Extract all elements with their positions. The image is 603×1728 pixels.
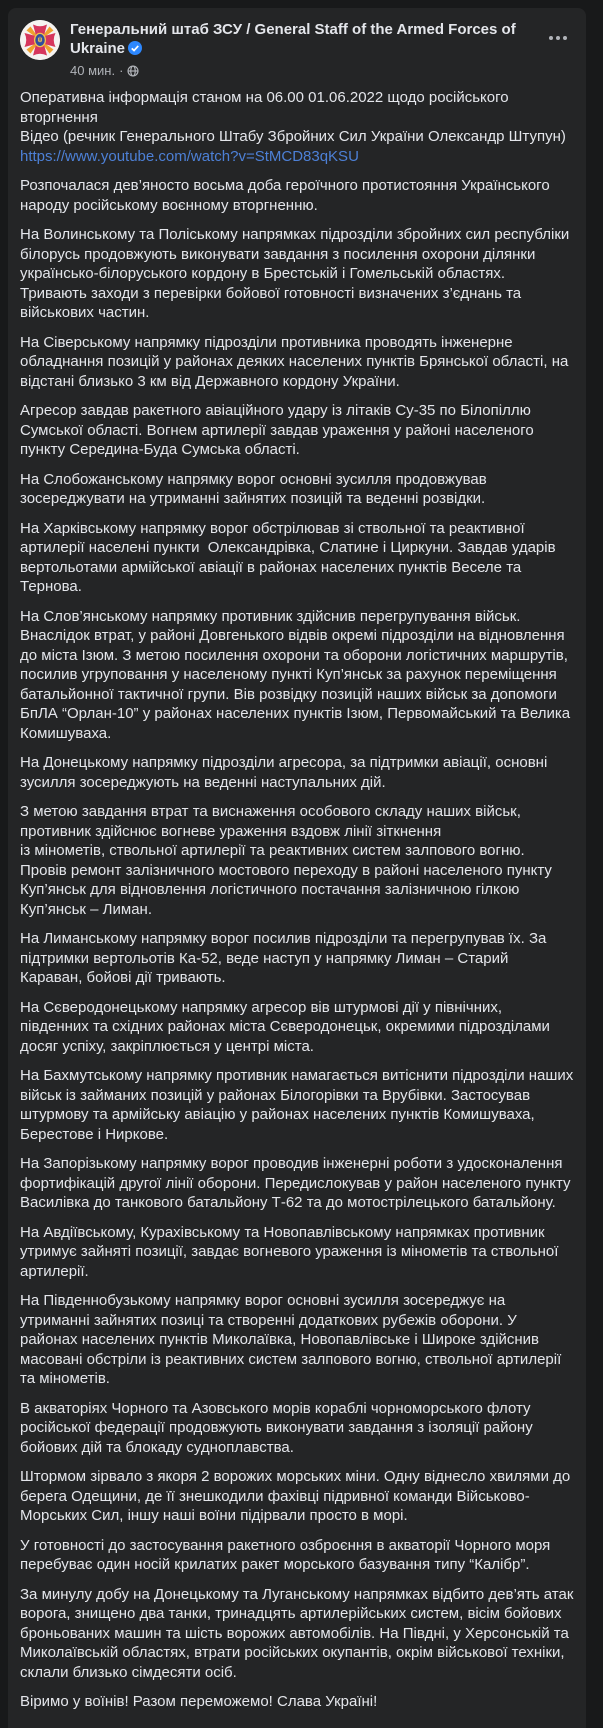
post-paragraph: На Авдіївському, Курахівському та Новопавлівському напрямках противник утримує зайняті позиції, завдає вогневого ураження із мінометів та ствольної артилерії. — [20, 1223, 563, 1280]
post-paragraph: На Донецькому напрямку підрозділи агресора, за підтримки авіації, основні зусилля зосереджують на веденні наступальних дій. — [20, 754, 552, 791]
post-paragraph: На Харківському напрямку ворог обстрілював зі ствольної та реактивної артилерії населені пункти Олександрівка, Слатине і Циркуни. Завдав ударів вертольотами армійської авіації в районах населених пунктів Веселе та Тернова. — [20, 519, 560, 595]
post-content — [20, 88, 578, 1712]
post-paragraph: Агресор завдав ракетного авіаційного удару із літаків Су-35 по Білопіллю Сумської області. Вогнем артилерії завдав ураження у районі населеного пункту Середина-Буда Сумська області. — [20, 402, 538, 458]
more-options-button[interactable] — [542, 22, 574, 54]
general-staff-emblem-icon — [20, 47, 60, 60]
post-paragraph: На Лиманському напрямку ворог посилив підрозділи та перегрупував їх. За підтримки вертольотів Ка-52, веде наступ у напрямку Лиман – Старий Караван, бойові дії тривають. — [20, 930, 551, 986]
post-paragraph: На Слобожанському напрямку ворог основні зусилля продовжував зосереджувати на утриманні зайнятих позицій та веденні розвідки. — [20, 470, 491, 507]
post-paragraph: Штормом зірвало з якоря 2 ворожих морських міни. Одну віднесло хвилями до берега Одещини, де її знешкодили фахівці підривної команди Військово-Морських Сил, іншу наші воїни підірвали просто в морі. — [20, 1468, 575, 1524]
globe-icon — [127, 65, 139, 77]
post-paragraph: За минулу добу на Донецькому та Луганському напрямках відбито дев’ять атак ворога, знищено два танки, тринадцять артилерійських систем, вісім бойових броньованих машин та шість ворожих автомобілів. На Півдні, у Херсонській та Миколаївській областях, втрати російських окупантів, окрім військової техніки, склали близько сімдесяти осіб. — [20, 1585, 578, 1681]
post-paragraph: На Волинському та Поліському напрямках підрозділи збройних сил республіки білорусь продовжують виконувати завдання з посилення охорони ділянки українсько-білоруського кордону в Брестській і Гомельській областях. Тривають заходи з перевірки бойової готовності визначених з’єднань та військових частин. — [20, 226, 574, 321]
post-paragraphs — [20, 176, 578, 1712]
page-name[interactable] — [70, 20, 540, 60]
post-intro — [20, 88, 574, 166]
post-paragraph: На Запорізькому напрямку ворог проводив інженерні роботи з удосконалення фортифікацій другої лінії оборони. Передислокував у район населеного пункту Василівка до танкового батальйону Т-62 та до мотострілецького батальйону. — [20, 1155, 575, 1211]
post-paragraph: На Сіверському напрямку підрозділи противника проводять інженерне обладнання позицій у районах деяких населених пунктів Брянської області, на відстані близько 3 км від Державного кордону України. — [20, 333, 573, 390]
post-paragraph: В акваторіях Чорного та Азовського морів кораблі чорноморського флоту російської федерації продовжують виконувати завдання з ізоляції району бойових дій та блокаду судноплавства. — [20, 1399, 537, 1456]
verified-badge-icon — [128, 41, 142, 60]
youtube-link[interactable]: https://www.youtube.com/watch?v=StMCD83qKSU — [20, 147, 359, 165]
post-intro-text: Оперативна інформація станом на 06.00 01.06.2022 щодо російського вторгнення Відео (речник Генерального Штабу Збройних Сил України Олександр Штупун) — [20, 89, 566, 145]
post-meta — [70, 63, 542, 78]
post-paragraph: На Бахмутському напрямку противник намагається витіснити підрозділи наших військ із займаних позицій у районах Білогорівки та Врубівки. Застосував штурмову та армійську авіацію у районах населених пунктів Комишуваха, Берестове і Ниркове. — [20, 1067, 578, 1143]
timestamp[interactable]: 40 мин. — [70, 63, 116, 78]
post-paragraph: З метою завдання втрат та виснаження особового складу наших військ, противник здійснює вогневе ураження вздовж лінії зіткнення із мінометів, ствольної артилерії та реактивних систем залпового вогню. Провів ремонт залізничного мостового переходу в районі населеного пункту Куп’янськ для відновлення логістичного постачання залізничною гілкою Куп’янськ – Лиман. — [20, 803, 552, 918]
post-paragraph: На Сєверодонецькому напрямку агресор вів штурмові дії у північних, південних та східних районах міста Сєверодонецьк, окремими підрозділами досяг успіху, закріплюється у центрі міста. — [20, 998, 555, 1055]
meta-separator: · — [119, 63, 124, 78]
post-paragraph: Віримо у воїнів! Разом переможемо! Слава Україні! — [20, 1693, 378, 1710]
post-paragraph: Розпочалася дев’яносто восьма доба героїчного протистояння Українського народу російському воєнному вторгненню. — [20, 177, 554, 214]
header-text — [70, 20, 542, 78]
post-header — [20, 20, 574, 78]
post-paragraph: У готовності до застосування ракетного озброєння в акваторії Чорного моря перебуває один носій крилатих ракет морського базування типу “Калібр”. — [20, 1536, 555, 1573]
post-card — [8, 8, 586, 1728]
post-paragraph: На Південнобузькому напрямку ворог основні зусилля зосереджує на утриманні зайнятих позиці та створенні додаткових рубежів оборони. У районах населених пунктів Миколаївка, Новопавлівське і Широке здійснив масовані обстріли із реактивних систем залпового вогню, ствольної артилерії та мінометів. — [20, 1292, 566, 1387]
avatar[interactable] — [20, 20, 60, 60]
post-paragraph: На Слов’янському напрямку противник здійснив перегрупування військ. Внаслідок втрат, у районі Довгенького відвів окремі підрозділи на відновлення до міста Ізюм. З метою посилення охорони та оборони логістичних маршрутів, посилив угруповання у населеному пункті Куп’янськ за рахунок переміщення батальйонної тактичної групи. Вів розвідку позицій наших військ за допомоги БпЛА “Орлан-10” у районах населених пунктів Ізюм, Первомайський та Велика Комишуваха. — [20, 607, 575, 742]
three-dots-icon — [549, 36, 567, 40]
page-name-label: Генеральний штаб ЗСУ / General Staff of the Armed Forces of Ukraine — [70, 21, 516, 57]
